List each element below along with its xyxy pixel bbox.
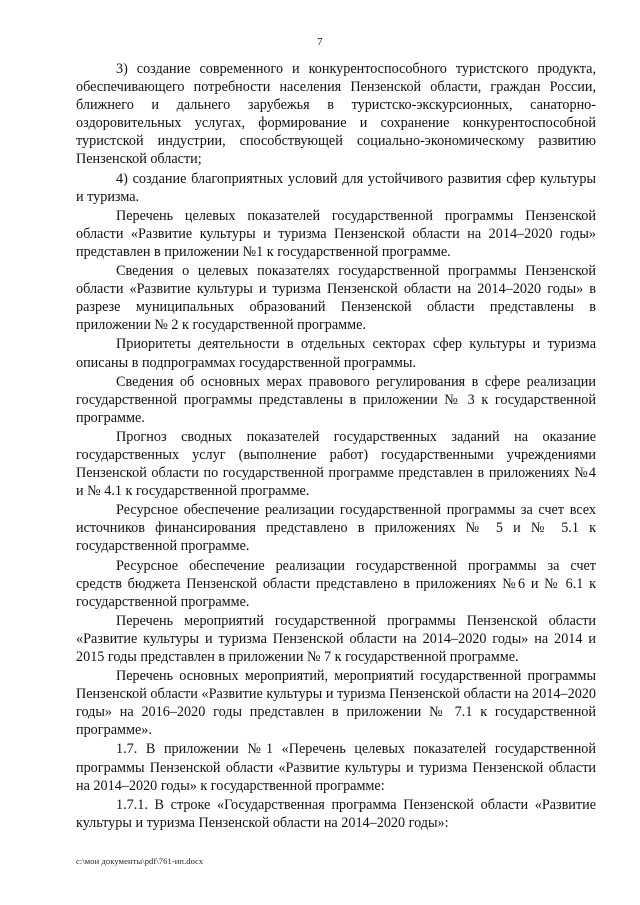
- paragraph-state-tasks-forecast: Прогноз сводных показателей государственных заданий на оказание государственных услуг (выполнение работ) государственными учреждениями Пензенской области по государственной программе представлен в приложениях №4 и № 4.1 к государственной программе.: [76, 428, 596, 500]
- paragraph-priorities: Приоритеты деятельности в отдельных секторах сфер культуры и туризма описаны в подпрограммах государственной программы.: [76, 336, 596, 371]
- document-body: [76, 60, 596, 833]
- paragraph-municipal-indicators: Сведения о целевых показателях государственной программы Пензенской области «Развитие культуры и туризма Пензенской области на 2014–2020 годы» в разрезе муниципальных образований Пензенской области представлены в приложении № 2 к государственной программе.: [76, 263, 596, 334]
- paragraph-resources-regional-budget: Ресурсное обеспечение реализации государственной программы за счет средств бюджета Пензенской области представлено в приложениях №6 и № 6.1 к государственной программе.: [76, 557, 596, 610]
- page-number: 7: [317, 36, 323, 48]
- paragraph-item-4: 4) создание благоприятных условий для устойчивого развития сфер культуры и туризма.: [76, 170, 596, 205]
- paragraph-activities-2016-2020: Перечень основных мероприятий, мероприятий государственной программы Пензенской области «Развитие культуры и туризма Пензенской области на 2014–2020 годы» на 2016–2020 годы представлен в приложении № 7.1 к государственной программе».: [76, 668, 596, 739]
- paragraph-legal-regulation: Сведения об основных мерах правового регулирования в сфере реализации государственной программы представлены в приложении № 3 к государственной программе.: [76, 373, 596, 426]
- paragraph-activities-2014-2015: Перечень мероприятий государственной программы Пензенской области «Развитие культуры и туризма Пензенской области на 2014–2020 годы» на 2014 и 2015 годы представлен в приложении № 7 к государственной программе.: [76, 612, 596, 665]
- paragraph-amendment-1-7-1: 1.7.1. В строке «Государственная программа Пензенской области «Развитие культуры и туризма Пензенской области на 2014–2020 годы»:: [76, 796, 596, 831]
- paragraph-item-3: 3) создание современного и конкурентоспособного туристского продукта, обеспечивающего потребности населения Пензенской области, граждан России, ближнего и дальнего зарубежья в туристско-экскурсионных, санаторно-оздоровительных услугах, формирование и сохранение конкурентоспособной туристской индустрии, способствующей социально-экономическому развитию Пензенской области;: [76, 61, 596, 168]
- paragraph-resources-all-sources: Ресурсное обеспечение реализации государственной программы за счет всех источников финансирования представлено в приложениях № 5 и № 5.1 к государственной программе.: [76, 502, 596, 555]
- footer-file-path: c:\мои документы\pdf\761-ип.docx: [76, 856, 204, 866]
- paragraph-amendment-1-7: 1.7. В приложении №1 «Перечень целевых показателей государственной программы Пензенской области «Развитие культуры и туризма Пензенской области на 2014–2020 годы» к государственной программе:: [76, 741, 596, 794]
- paragraph-target-indicators: Перечень целевых показателей государственной программы Пензенской области «Развитие культуры и туризма Пензенской области на 2014–2020 годы» представлен в приложении №1 к государственной программе.: [76, 207, 596, 260]
